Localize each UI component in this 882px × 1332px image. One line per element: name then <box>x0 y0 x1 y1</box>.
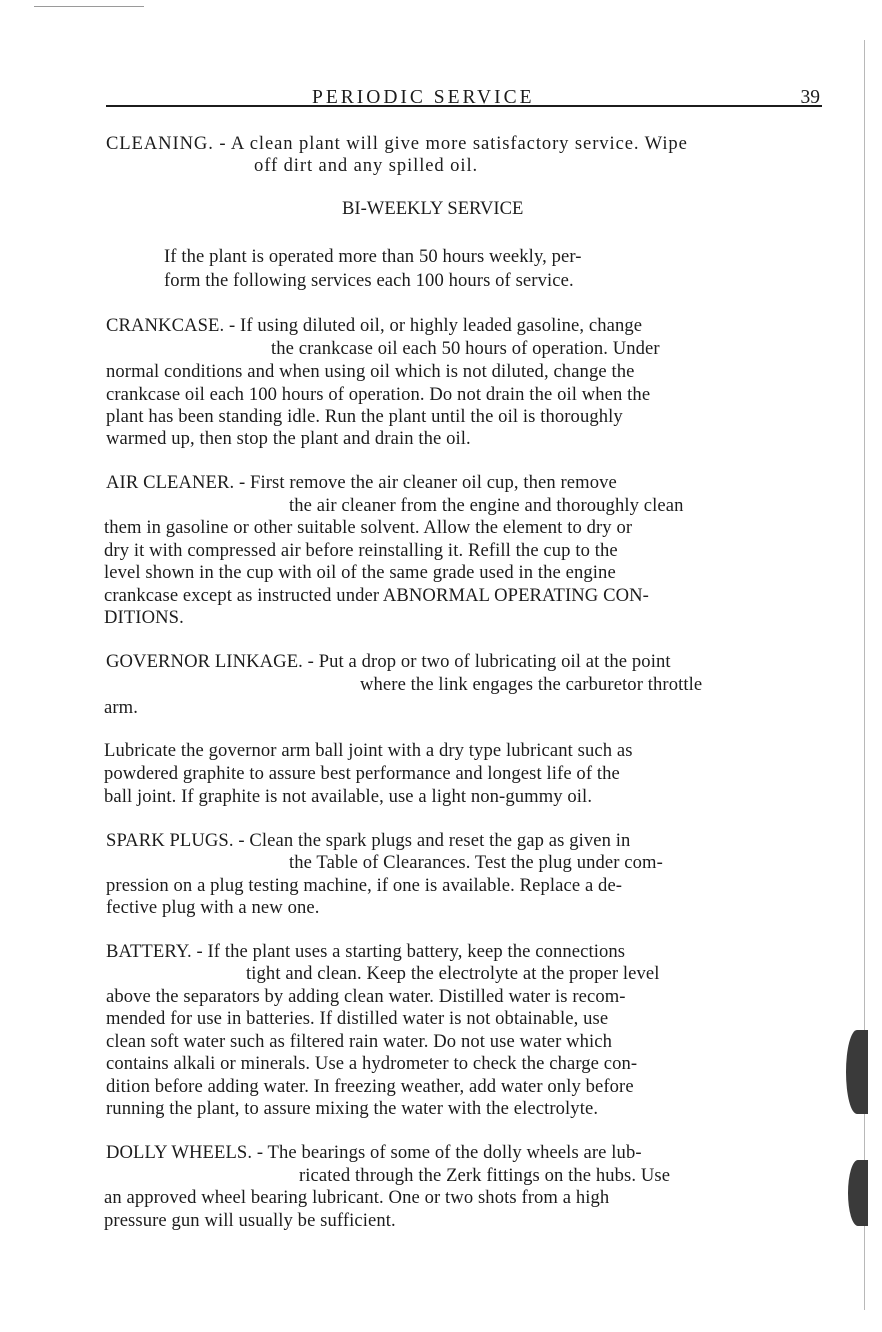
page-edge-top <box>34 6 144 7</box>
crankcase-line: plant has been standing idle. Run the plant until the oil is thoroughly <box>106 406 623 427</box>
air-cleaner-line: them in gasoline or other suitable solvent. Allow the element to dry or <box>104 517 633 538</box>
page-number: 39 <box>800 87 820 108</box>
battery-line: dition before adding water. In freezing weather, add water only before <box>106 1076 634 1097</box>
battery-line: tight and clean. Keep the electrolyte at the proper level <box>246 963 660 984</box>
spark-plugs-line: fective plug with a new one. <box>106 897 320 918</box>
battery-line: running the plant, to assure mixing the water with the electrolyte. <box>106 1098 599 1119</box>
air-cleaner-line: the air cleaner from the engine and thoroughly clean <box>289 495 684 516</box>
governor-linkage-line: where the link engages the carburetor throttle <box>360 674 703 695</box>
dolly-wheels-line: pressure gun will usually be sufficient. <box>104 1210 396 1231</box>
lubricate-line: Lubricate the governor arm ball joint with a dry type lubricant such as <box>104 740 633 761</box>
crankcase-line: CRANKCASE. - If using diluted oil, or highly leaded gasoline, change <box>106 315 643 336</box>
crankcase-line: the crankcase oil each 50 hours of operation. Under <box>271 338 660 359</box>
crankcase-line: crankcase oil each 100 hours of operation. Do not drain the oil when the <box>106 384 651 405</box>
cleaning-line: off dirt and any spilled oil. <box>254 155 479 176</box>
crankcase-line: normal conditions and when using oil which is not diluted, change the <box>106 361 635 382</box>
binding-mark <box>848 1160 868 1226</box>
page-title: PERIODIC SERVICE <box>312 87 535 108</box>
cleaning-line: CLEANING. - A clean plant will give more satisfactory service. Wipe <box>106 133 688 154</box>
lubricate-line: ball joint. If graphite is not available, use a light non-gummy oil. <box>104 786 593 807</box>
spark-plugs-line: the Table of Clearances. Test the plug under com- <box>289 852 663 873</box>
battery-line: mended for use in batteries. If distilled water is not obtainable, use <box>106 1008 609 1029</box>
page-edge-right <box>864 40 865 1310</box>
battery-line: BATTERY. - If the plant uses a starting battery, keep the connections <box>106 941 626 962</box>
air-cleaner-line: DITIONS. <box>104 607 184 628</box>
battery-line: clean soft water such as filtered rain water. Do not use water which <box>106 1031 613 1052</box>
air-cleaner-line: level shown in the cup with oil of the same grade used in the engine <box>104 562 616 583</box>
battery-line: contains alkali or minerals. Use a hydrometer to check the charge con- <box>106 1053 638 1074</box>
intro-line: If the plant is operated more than 50 hours weekly, per- <box>164 246 582 267</box>
dolly-wheels-line: an approved wheel bearing lubricant. One or two shots from a high <box>104 1187 610 1208</box>
air-cleaner-line: dry it with compressed air before reinstalling it. Refill the cup to the <box>104 540 618 561</box>
dolly-wheels-line: ricated through the Zerk fittings on the hubs. Use <box>299 1165 671 1186</box>
dolly-wheels-line: DOLLY WHEELS. - The bearings of some of the dolly wheels are lub- <box>106 1142 642 1163</box>
governor-linkage-line: GOVERNOR LINKAGE. - Put a drop or two of lubricating oil at the point <box>106 651 671 672</box>
binding-mark <box>846 1030 868 1114</box>
battery-line: above the separators by adding clean water. Distilled water is recom- <box>106 986 626 1007</box>
spark-plugs-line: pression on a plug testing machine, if one is available. Replace a de- <box>106 875 623 896</box>
crankcase-line: warmed up, then stop the plant and drain the oil. <box>106 428 471 449</box>
page-header <box>106 86 822 112</box>
intro-line: form the following services each 100 hours of service. <box>164 270 574 291</box>
lubricate-line: powdered graphite to assure best performance and longest life of the <box>104 763 620 784</box>
section-heading-biweekly: BI-WEEKLY SERVICE <box>342 198 524 219</box>
air-cleaner-line: AIR CLEANER. - First remove the air cleaner oil cup, then remove <box>106 472 617 493</box>
governor-linkage-line: arm. <box>104 697 138 718</box>
spark-plugs-line: SPARK PLUGS. - Clean the spark plugs and reset the gap as given in <box>106 830 631 851</box>
air-cleaner-line: crankcase except as instructed under ABNORMAL OPERATING CON- <box>104 585 649 606</box>
